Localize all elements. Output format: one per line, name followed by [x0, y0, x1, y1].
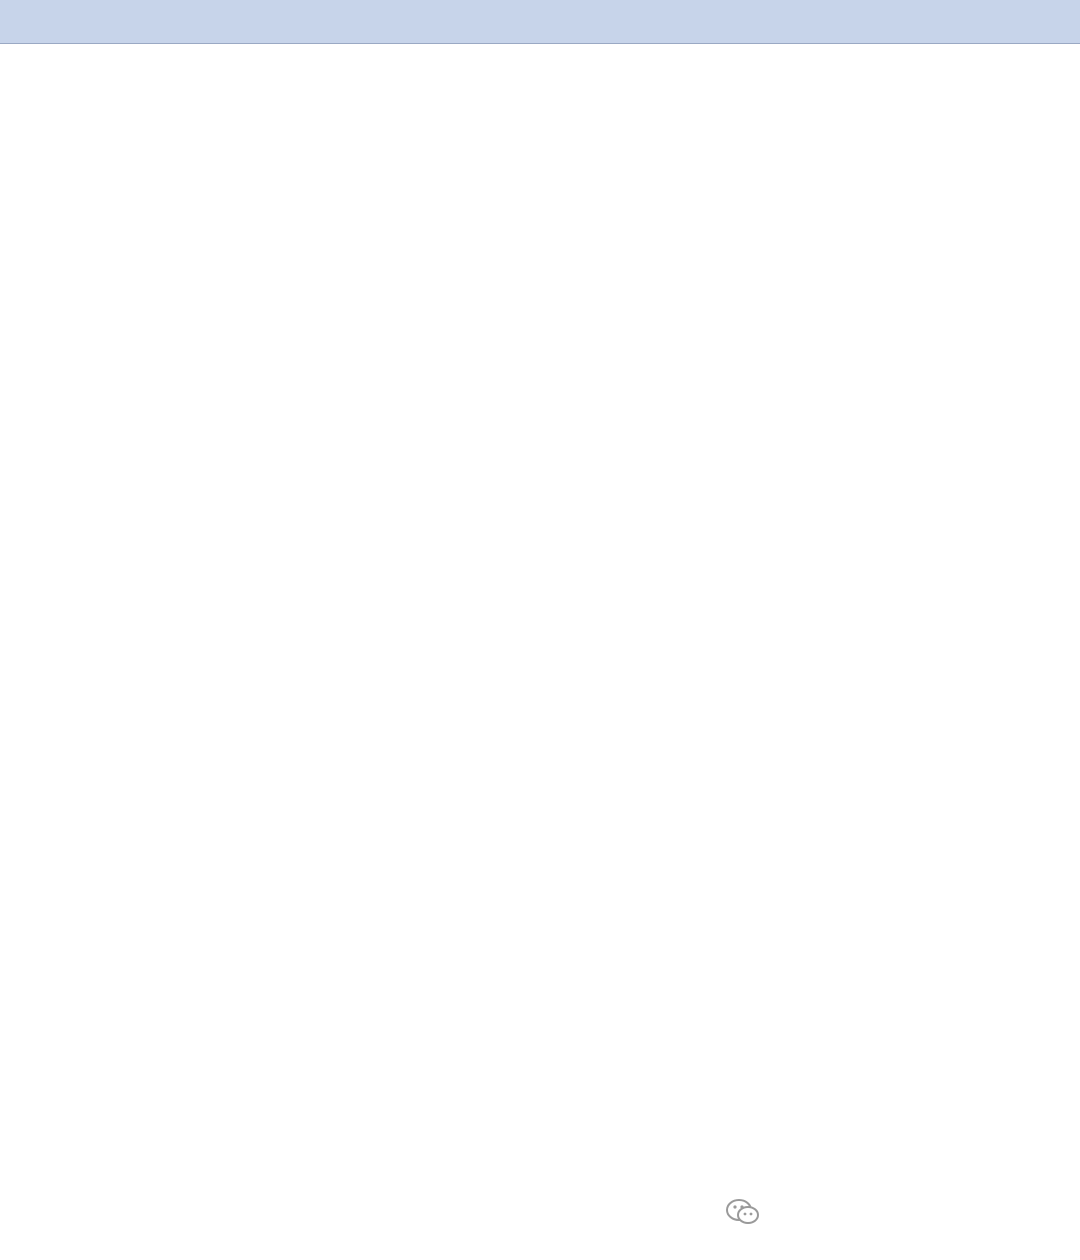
- footer-account: [720, 1198, 774, 1226]
- page-title: [0, 0, 1080, 44]
- wechat-icon: [726, 1198, 760, 1226]
